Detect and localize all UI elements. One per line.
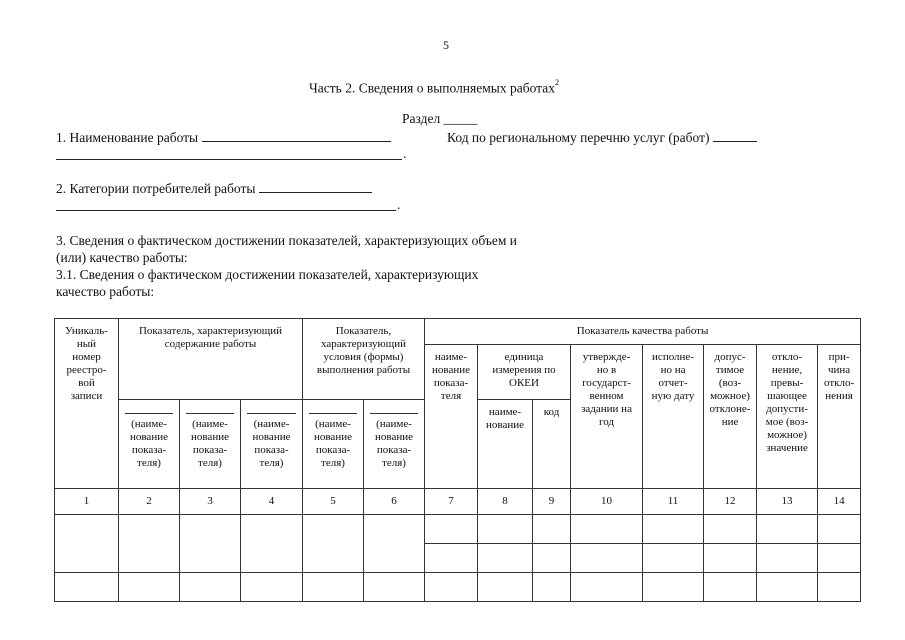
data-cell[interactable] — [478, 544, 533, 573]
data-cell[interactable] — [180, 573, 241, 602]
data-cell[interactable] — [643, 544, 704, 573]
header-approved: утвержде- но в государст- венном задании на год — [571, 345, 643, 489]
consumers-continuation-line[interactable] — [56, 210, 396, 211]
header-unit-code: код — [533, 400, 571, 489]
header-exceeding-deviation: откло- нение, превы- шающее допусти- мое (воз- можное) значение — [757, 345, 818, 489]
work-code-blank[interactable] — [713, 129, 757, 142]
data-cell[interactable] — [119, 573, 180, 602]
header-unit-okei: единица измерения по ОКЕИ — [478, 345, 571, 400]
col-number: 1 — [55, 489, 119, 515]
data-cell[interactable] — [425, 544, 478, 573]
data-cell[interactable] — [571, 515, 643, 544]
col-number: 6 — [364, 489, 425, 515]
col-number: 13 — [757, 489, 818, 515]
header-executed: исполне- но на отчет- ную дату — [643, 345, 704, 489]
col-number: 10 — [571, 489, 643, 515]
data-cell[interactable] — [478, 573, 533, 602]
col-number: 5 — [303, 489, 364, 515]
field-consumers — [56, 180, 372, 197]
data-cell[interactable] — [364, 573, 425, 602]
header-content-indicator: Показатель, характеризующий содержание работы — [119, 319, 303, 400]
data-cell[interactable] — [425, 515, 478, 544]
field-work-name — [56, 129, 391, 146]
col-number: 2 — [119, 489, 180, 515]
data-cell[interactable] — [533, 544, 571, 573]
header-conditions-sub-2 — [364, 400, 425, 489]
header-deviation-reason: при- чина откло- нения — [818, 345, 861, 489]
work-name-blank[interactable] — [202, 129, 391, 142]
header-indicator-name-text: (наиме- нование показа- теля) — [130, 418, 168, 469]
data-cell[interactable] — [643, 515, 704, 544]
header-conditions-indicator: Показатель, характеризующий условия (формы) выполнения работы — [303, 319, 425, 400]
data-cell[interactable] — [533, 573, 571, 602]
part-title-text: Часть 2. Сведения о выполняемых работах — [309, 80, 555, 96]
col-number: 9 — [533, 489, 571, 515]
col-number: 4 — [241, 489, 303, 515]
data-cell[interactable] — [241, 573, 303, 602]
section31-heading-line2: качество работы: — [56, 284, 155, 299]
data-cell[interactable] — [241, 515, 303, 573]
header-quality-indicator: Показатель качества работы — [425, 319, 861, 345]
data-cell[interactable] — [704, 515, 757, 544]
section31-heading-line1: 3.1. Сведения о фактическом достижении показателей, характеризующих — [56, 267, 479, 282]
field-consumers-label: 2. Категории потребителей работы — [56, 181, 256, 196]
data-cell[interactable] — [364, 515, 425, 573]
data-cell[interactable] — [55, 573, 119, 602]
data-cell[interactable] — [571, 544, 643, 573]
field-work-code-label: Код по региональному перечню услуг (работ) — [447, 130, 710, 145]
data-cell[interactable] — [704, 573, 757, 602]
header-conditions-sub-1 — [303, 400, 364, 489]
header-indicator-name: наиме- нование показа- теля — [425, 345, 478, 489]
data-cell[interactable] — [757, 515, 818, 544]
data-cell[interactable] — [818, 573, 861, 602]
header-indicator-name-text: (наиме- нование показа- теля) — [191, 418, 229, 469]
quality-indicators-table — [54, 318, 861, 602]
header-allowed-deviation: допус- тимое (воз- можное) отклоне- ние — [704, 345, 757, 489]
section-label: Раздел _____ — [402, 111, 478, 126]
page-number: 5 — [443, 38, 449, 52]
header-content-sub-1 — [119, 400, 180, 489]
data-cell[interactable] — [119, 515, 180, 573]
data-cell[interactable] — [425, 573, 478, 602]
data-cell[interactable] — [303, 515, 364, 573]
part-title — [309, 80, 559, 97]
field-work-name-label: 1. Наименование работы — [56, 130, 199, 145]
header-indicator-name-text: (наиме- нование показа- теля) — [252, 418, 291, 469]
header-indicator-name-text: (наиме- нование показа- теля) — [314, 418, 352, 469]
consumers-blank[interactable] — [259, 180, 372, 193]
data-cell[interactable] — [818, 544, 861, 573]
data-cell[interactable] — [643, 573, 704, 602]
data-cell[interactable] — [180, 515, 241, 573]
header-content-sub-2 — [180, 400, 241, 489]
col-number: 8 — [478, 489, 533, 515]
data-cell[interactable] — [303, 573, 364, 602]
section3-heading-line2: (или) качество работы: — [56, 250, 188, 265]
header-registry-number: Уникаль- ный номер реестро- вой записи — [55, 319, 119, 489]
data-cell[interactable] — [571, 573, 643, 602]
col-number: 3 — [180, 489, 241, 515]
header-indicator-name-text: (наиме- нование показа- теля) — [375, 418, 413, 469]
header-content-sub-3 — [241, 400, 303, 489]
field-work-code — [447, 129, 757, 146]
col-number: 7 — [425, 489, 478, 515]
data-cell[interactable] — [757, 544, 818, 573]
header-unit-name: наиме- нование — [478, 400, 533, 489]
data-cell[interactable] — [55, 515, 119, 573]
data-cell[interactable] — [478, 515, 533, 544]
section3-heading-line1: 3. Сведения о фактическом достижении показателей, характеризующих объем и — [56, 233, 518, 248]
work-name-continuation-line[interactable] — [56, 159, 402, 160]
col-number: 12 — [704, 489, 757, 515]
data-cell[interactable] — [704, 544, 757, 573]
period-1: . — [403, 146, 407, 161]
data-cell[interactable] — [533, 515, 571, 544]
part-footnote-mark: 2 — [554, 78, 559, 87]
data-cell[interactable] — [757, 573, 818, 602]
data-cell[interactable] — [818, 515, 861, 544]
col-number: 14 — [818, 489, 861, 515]
period-2: . — [397, 197, 401, 212]
col-number: 11 — [643, 489, 704, 515]
